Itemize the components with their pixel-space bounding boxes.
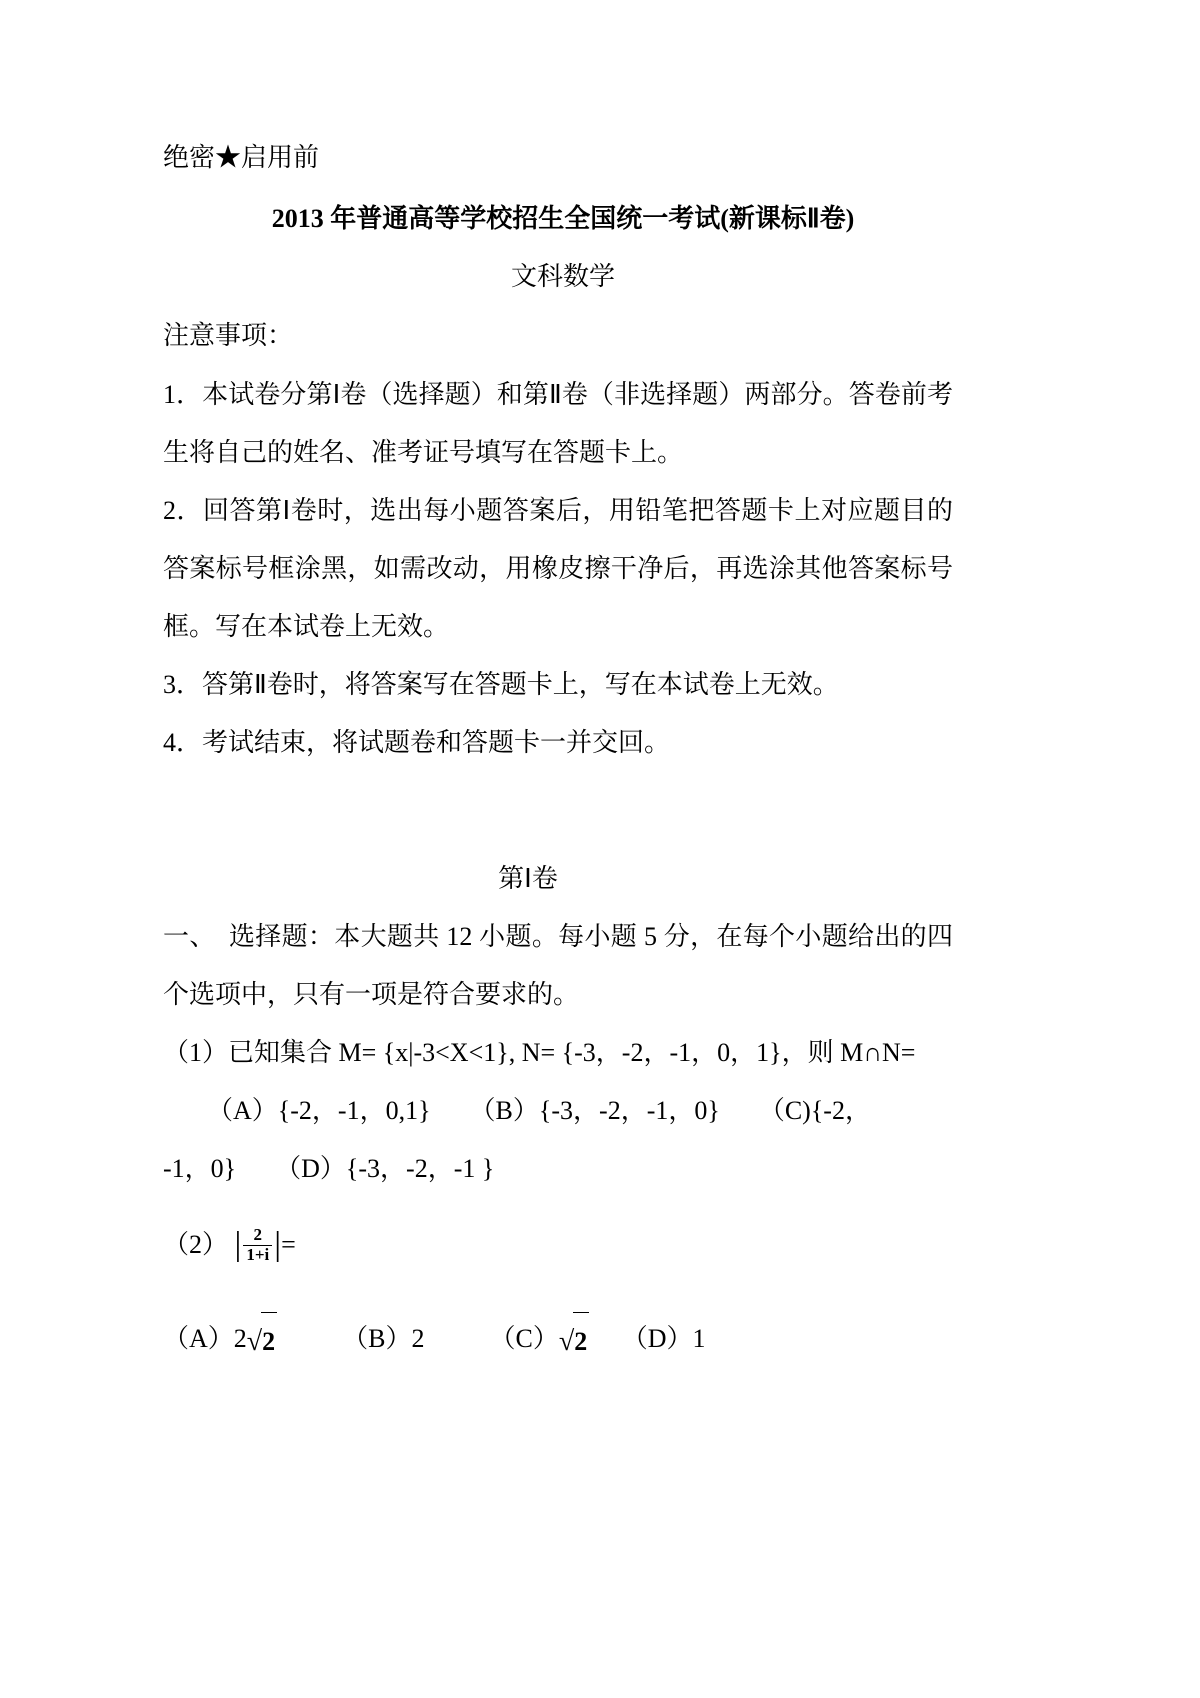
- notice-item-1: 1．本试卷分第Ⅰ卷（选择题）和第Ⅱ卷（非选择题）两部分。答卷前考生将自己的姓名、准考证号填写在答题卡上。: [163, 380, 953, 467]
- question-2-option-b: [342, 1324, 424, 1353]
- fraction-numerator: 2: [253, 1224, 263, 1244]
- option-b-label: （B）: [342, 1324, 412, 1354]
- section-one-intro: 一、 选择题：本大题共 12 小题。每小题 5 分，在每个小题给出的四个选项中，只有一项是符合要求的。: [163, 922, 953, 1009]
- option-c-label: （C）: [489, 1324, 559, 1354]
- notice-item-3: 3．答第Ⅱ卷时，将答案写在答题卡上，写在本试卷上无效。: [163, 670, 839, 699]
- option-d-label: （D）: [621, 1324, 693, 1354]
- question-2-option-c: [489, 1324, 590, 1357]
- spacer: [163, 772, 953, 806]
- notice-item-2: 2．回答第Ⅰ卷时，选出每小题答案后，用铅笔把答题卡上对应题目的答案标号框涂黑，如需改动，用橡皮擦干净后，再选涂其他答案标号框。写在本试卷上无效。: [163, 496, 953, 641]
- question-2-number: （2）: [163, 1230, 229, 1259]
- option-a-label: （A）: [163, 1324, 234, 1354]
- question-2-option-a: [163, 1324, 277, 1357]
- header-note: 绝密★启用前: [163, 143, 320, 172]
- question-1-options-line-1: （A）{-2，-1，0,1} （B）{-3，-2，-1，0} （C){-2，: [207, 1096, 871, 1125]
- page-title: 2013 年普通高等学校招生全国统一考试(新课标Ⅱ卷): [271, 204, 855, 233]
- option-a-coefficient: 2: [233, 1324, 247, 1354]
- document-content: [163, 130, 953, 1371]
- sqrt-icon: [559, 1312, 589, 1371]
- question-1: [163, 1024, 953, 1082]
- question-2-options: [163, 1310, 953, 1371]
- sqrt-icon: [247, 1312, 277, 1371]
- question-2-equals: =: [281, 1230, 296, 1259]
- fraction-denominator: 1+i: [243, 1245, 272, 1265]
- option-c-radicand: 2: [573, 1312, 589, 1371]
- spacer: [163, 1276, 953, 1310]
- question-1-number: （1）: [163, 1038, 229, 1067]
- question-1-stem: 已知集合 M= {x|-3<X<1}, N= {-3，-2，-1，0，1}，则 M∩N=: [228, 1038, 916, 1067]
- option-b-value: 2: [411, 1324, 425, 1354]
- question-2: [163, 1216, 953, 1276]
- absolute-value-bar-right: |: [274, 1226, 282, 1264]
- question-1-options-line-2: -1，0} （D）{-3，-2，-1 }: [163, 1154, 495, 1183]
- fraction-2-over-1-plus-i: [243, 1226, 272, 1264]
- absolute-value-bar-left: |: [234, 1226, 242, 1264]
- section-label-volume-one: 第Ⅰ卷: [498, 864, 558, 893]
- notice-item-4: 4．考试结束，将试题卷和答题卡一并交回。: [163, 728, 671, 757]
- radical-sign: √: [558, 1325, 575, 1357]
- option-d-value: 1: [692, 1324, 706, 1354]
- page-subtitle: 文科数学: [510, 262, 615, 291]
- option-a-radicand: 2: [261, 1312, 277, 1371]
- radical-sign: √: [246, 1325, 263, 1357]
- question-2-option-d: [622, 1324, 706, 1353]
- spacer: [163, 1198, 953, 1216]
- notice-heading: 注意事项：: [163, 321, 294, 350]
